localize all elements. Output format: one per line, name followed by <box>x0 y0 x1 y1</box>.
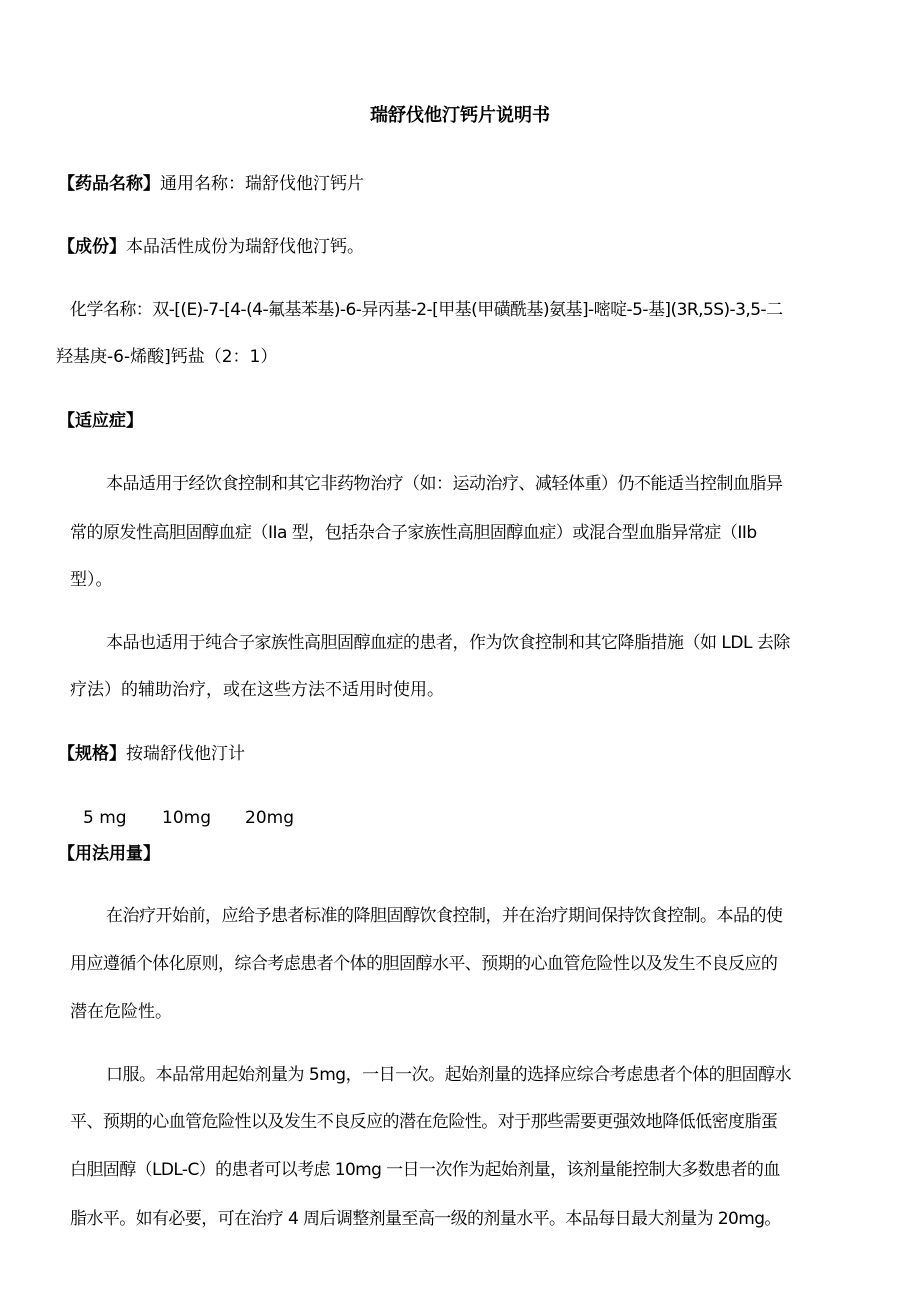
chemical-name-line-1: 化学名称：双-[(E)-7-[4-(4-氟基苯基)-6-异丙基-2-[甲基(甲磺酰基)氨基]-嘧啶-5-基](3R,5S)-3,5-二 <box>70 300 783 320</box>
drug-name-heading: 【药品名称】 <box>58 174 160 194</box>
specification-heading: 【规格】 <box>58 744 126 764</box>
indications-p1-line-1: 本品适用于经饮食控制和其它非药物治疗（如：运动治疗、减轻体重）仍不能适当控制血脂异 <box>106 474 783 494</box>
drug-name-section <box>58 172 364 196</box>
dose-item: 5 mg <box>83 808 127 828</box>
indications-heading: 【适应症】 <box>58 411 143 431</box>
chemical-name-line-2: 羟基庚-6-烯酸]钙盐（2：1） <box>56 347 278 367</box>
dosage-p2-line-3: 白胆固醇（LDL-C）的患者可以考虑 10mg 一日一次作为起始剂量，该剂量能控制大多数患者的血 <box>70 1160 780 1180</box>
dosage-p1-line-3: 潜在危险性。 <box>70 1002 172 1022</box>
dosage-p1-line-2: 用应遵循个体化原则，综合考虑患者个体的胆固醇水平、预期的心血管危险性以及发生不良反应的 <box>70 954 778 974</box>
indications-p1-line-2: 常的原发性高胆固醇血症（IIa 型，包括杂合子家族性高胆固醇血症）或混合型血脂异常症（IIb <box>70 523 757 543</box>
drug-name-text: 通用名称：瑞舒伐他汀钙片 <box>160 174 364 194</box>
dosage-p2-line-2: 平、预期的心血管危险性以及发生不良反应的潜在危险性。对于那些需要更强效地降低低密度脂蛋 <box>70 1112 778 1132</box>
document-title: 瑞舒伐他汀钙片说明书 <box>370 105 550 126</box>
dosage-p2-line-4: 脂水平。如有必要，可在治疗 4 周后调整剂量至高一级的剂量水平。本品每日最大剂量为 20mg。 <box>70 1209 781 1229</box>
dosage-heading: 【用法用量】 <box>58 844 160 864</box>
dosage-p1-line-1: 在治疗开始前，应给予患者标准的降胆固醇饮食控制，并在治疗期间保持饮食控制。本品的使 <box>106 906 783 926</box>
dosage-p2-line-1: 口服。本品常用起始剂量为 5mg，一日一次。起始剂量的选择应综合考虑患者个体的胆固醇水 <box>106 1065 792 1085</box>
specification-text: 按瑞舒伐他汀计 <box>126 744 245 764</box>
ingredients-text: 本品活性成份为瑞舒伐他汀钙。 <box>126 237 364 257</box>
dose-item: 10mg <box>162 808 211 828</box>
specification-section <box>58 742 245 766</box>
indications-p2-line-1: 本品也适用于纯合子家族性高胆固醇血症的患者，作为饮食控制和其它降脂措施（如 LDL 去除 <box>106 633 790 653</box>
ingredients-section <box>58 235 364 259</box>
indications-p2-line-2: 疗法）的辅助治疗，或在这些方法不适用时使用。 <box>70 680 444 700</box>
dose-list <box>83 806 294 830</box>
indications-p1-line-3: 型）。 <box>70 570 113 590</box>
dose-item: 20mg <box>245 808 294 828</box>
ingredients-heading: 【成份】 <box>58 237 126 257</box>
